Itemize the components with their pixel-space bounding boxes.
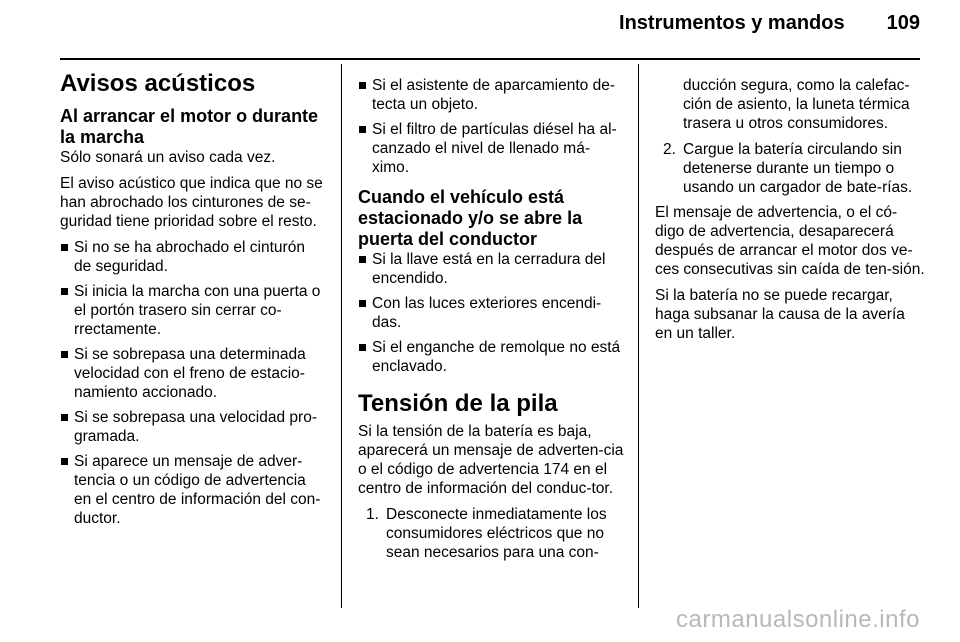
list-item: Si el asistente de aparcamiento de-tecta un objeto. xyxy=(358,76,624,114)
list-item xyxy=(655,140,925,197)
numbered-list xyxy=(358,505,624,562)
heading-tension: Tensión de la pila xyxy=(358,390,558,417)
heading-avisos: Avisos acústicos xyxy=(60,70,256,97)
paragraph: Sólo sonará un aviso cada vez. xyxy=(60,149,276,166)
column-divider-1 xyxy=(341,64,342,608)
step-text: Desconecte inmediatamente los consumidores eléctricos que no sean necesarios para una con- xyxy=(386,506,607,561)
section-title: Instrumentos y mandos xyxy=(619,12,845,34)
column-1 xyxy=(60,70,326,534)
numbered-list xyxy=(655,140,925,197)
subheading-arrancar: Al arrancar el motor o durante la marcha xyxy=(60,106,319,147)
subheading-estacionado: Cuando el vehículo está estacionado y/o se abre la puerta del conductor xyxy=(358,187,583,249)
step-text: Cargue la batería circulando sin detenerse durante un tiempo o usando un cargador de bate-rías. xyxy=(683,141,913,196)
list-item: Si inicia la marcha con una puerta o el portón trasero sin cerrar co-rrectamente. xyxy=(60,282,326,339)
header-rule xyxy=(60,58,920,60)
list-item: Si aparece un mensaje de adver-tencia o un código de advertencia en el centro de información del con-ductor. xyxy=(60,452,326,528)
page-header xyxy=(619,12,920,35)
column-3 xyxy=(655,76,925,350)
list-item: Si se sobrepasa una determinada velocidad con el freno de estacio-namiento accionado. xyxy=(60,345,326,402)
paragraph: El mensaje de advertencia, o el có-digo de advertencia, desaparecerá después de arrancar el motor dos ve-ces consecutivas sin caída de ten-sión. xyxy=(655,204,925,278)
bullet-list xyxy=(358,250,624,376)
paragraph: Si la batería no se puede recargar, haga subsanar la causa de la avería en un taller. xyxy=(655,287,905,342)
column-divider-2 xyxy=(638,64,639,608)
list-item xyxy=(358,505,624,562)
list-item: Con las luces exteriores encendi-das. xyxy=(358,294,624,332)
bullet-list xyxy=(358,76,624,177)
bullet-list xyxy=(60,238,326,528)
paragraph: Si la tensión de la batería es baja, aparecerá un mensaje de adverten-cia o el código de advertencia 174 en el centro de información del conduc-tor. xyxy=(358,423,624,497)
paragraph: El aviso acústico que indica que no se han abrochado los cinturones de se-guridad tiene prioridad sobre el resto. xyxy=(60,175,323,230)
page-number: 109 xyxy=(886,12,920,34)
step-number: 1. xyxy=(366,506,379,523)
step-number: 2. xyxy=(663,141,676,158)
watermark: carmanualsonline.info xyxy=(676,606,920,633)
step-continuation: ducción segura, como la calefac-ción de asiento, la luneta térmica trasera u otros consumidores. xyxy=(683,77,910,132)
list-item: Si no se ha abrochado el cinturón de seguridad. xyxy=(60,238,326,276)
list-item: Si la llave está en la cerradura del encendido. xyxy=(358,250,624,288)
list-item: Si se sobrepasa una velocidad pro-gramada. xyxy=(60,408,326,446)
list-item: Si el filtro de partículas diésel ha al-canzado el nivel de llenado má-ximo. xyxy=(358,120,624,177)
list-item: Si el enganche de remolque no está enclavado. xyxy=(358,338,624,376)
column-2 xyxy=(358,76,624,568)
